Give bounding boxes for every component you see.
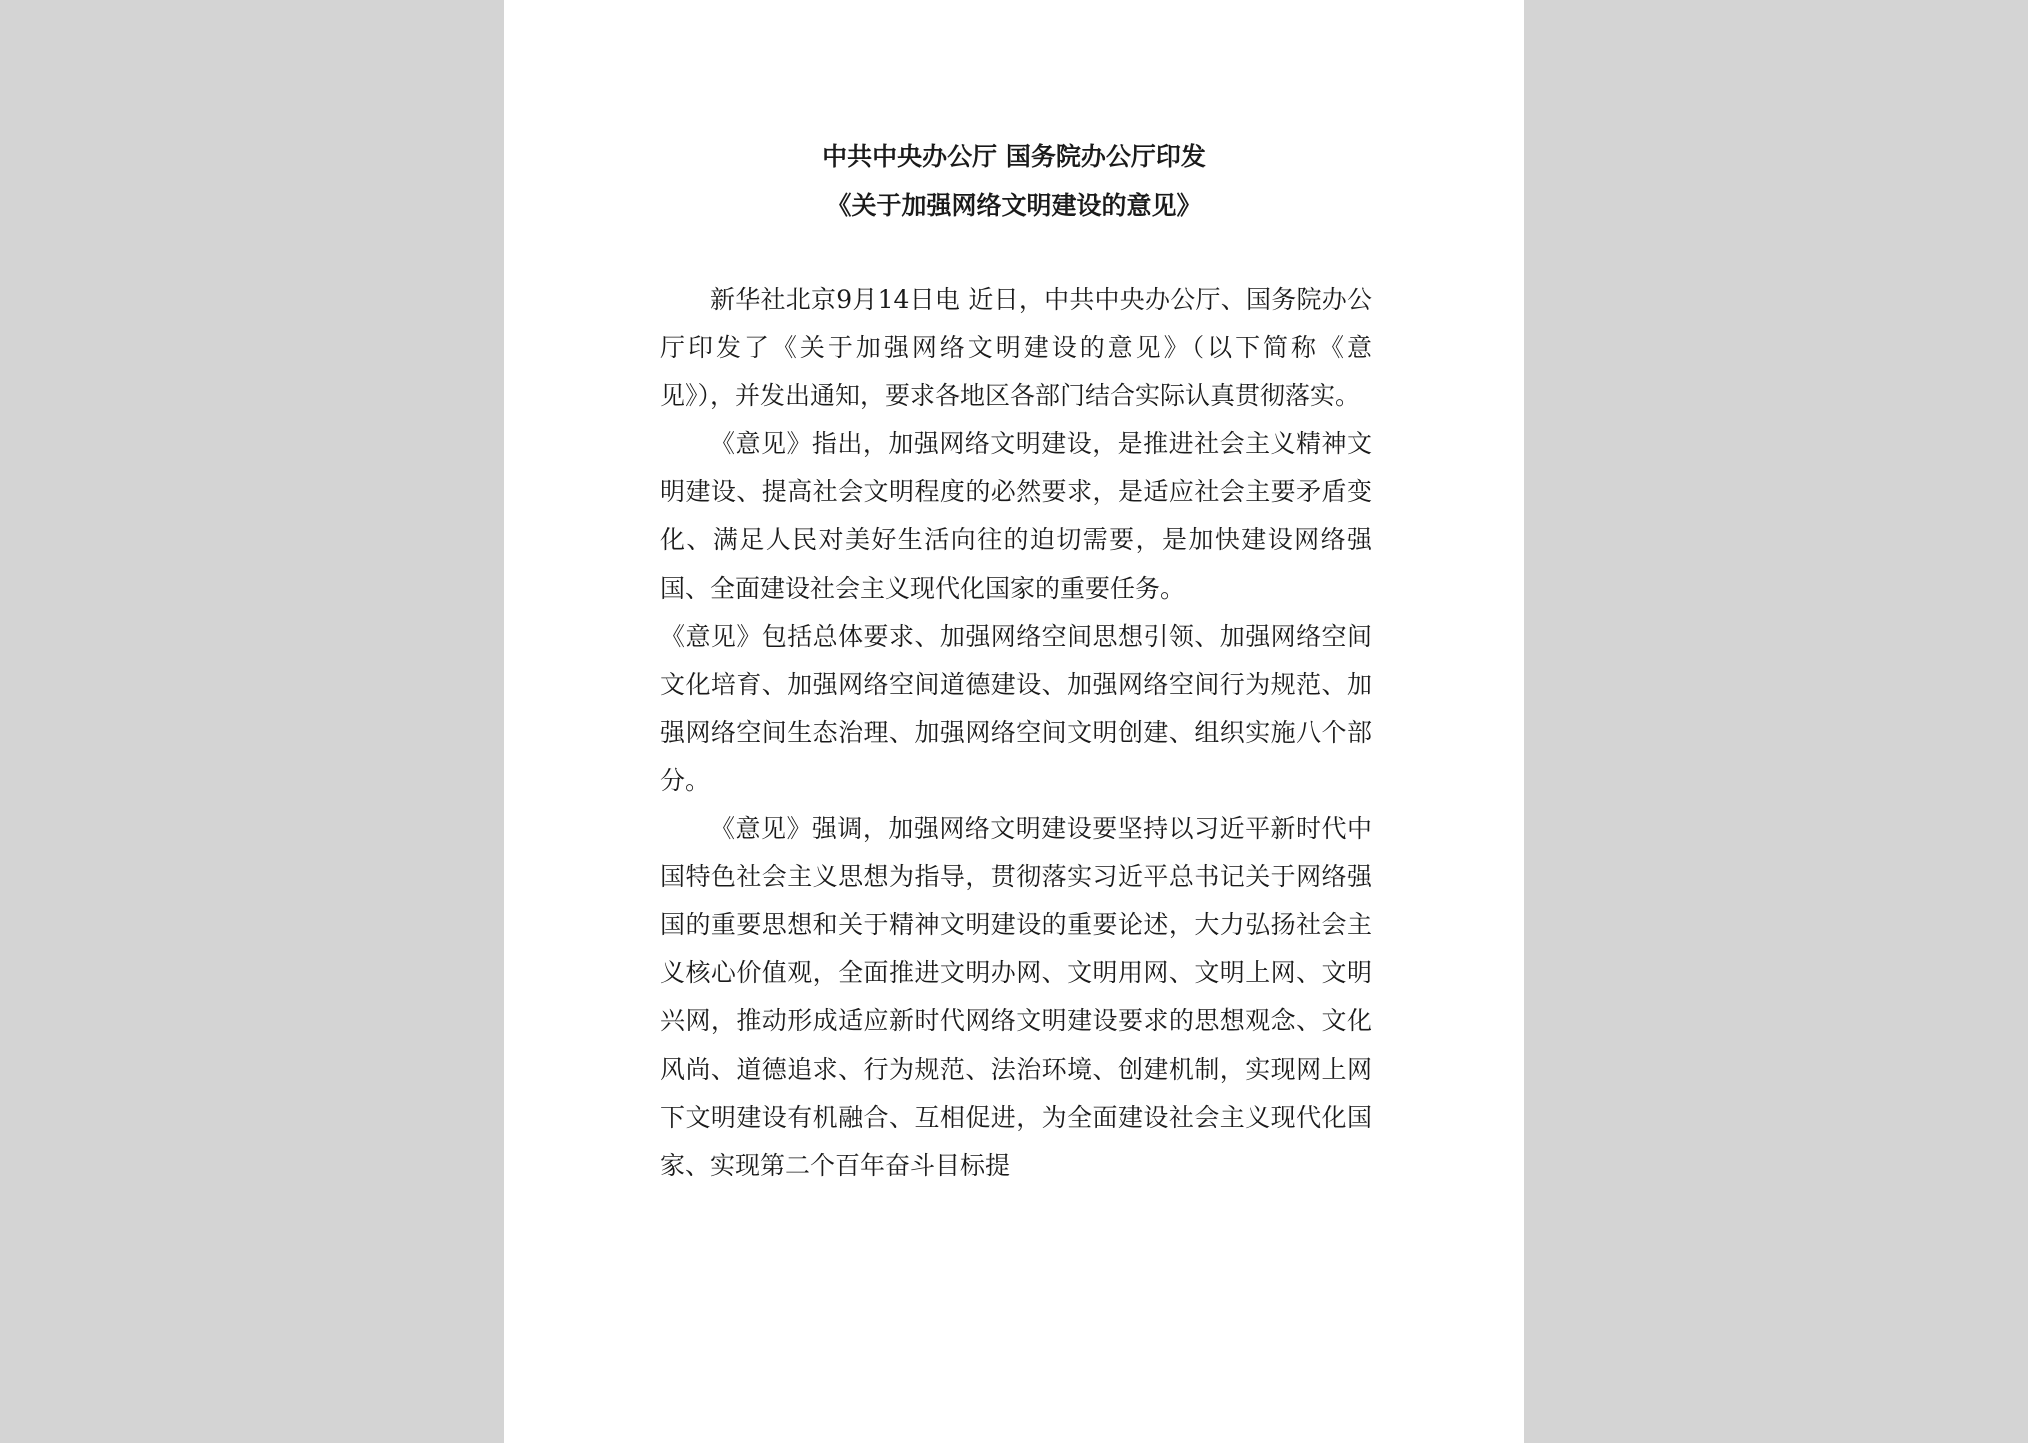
document-body <box>660 276 1372 1190</box>
paragraph-1: 新华社北京9月14日电 近日，中共中央办公厅、国务院办公厅印发了《关于加强网络文明建设的意见》（以下简称《意见》），并发出通知，要求各地区各部门结合实际认真贯彻落实。 <box>660 285 1372 411</box>
document-page <box>504 0 1524 1443</box>
document-title-line-2: 《关于加强网络文明建设的意见》 <box>826 191 1202 220</box>
document-title-line-1: 中共中央办公厅 国务院办公厅印发 <box>822 142 1206 171</box>
paragraph-3: 《意见》包括总体要求、加强网络空间思想引领、加强网络空间文化培育、加强网络空间道德建设、加强网络空间行为规范、加强网络空间生态治理、加强网络空间文明创建、组织实施八个部分。 <box>660 621 1372 795</box>
paragraph-2: 《意见》指出，加强网络文明建设，是推进社会主义精神文明建设、提高社会文明程度的必然要求，是适应社会主要矛盾变化、满足人民对美好生活向往的迫切需要，是加快建设网络强国、全面建设社会主义现代化国家的重要任务。 <box>660 429 1372 603</box>
paragraph-4: 《意见》强调，加强网络文明建设要坚持以习近平新时代中国特色社会主义思想为指导，贯彻落实习近平总书记关于网络强国的重要思想和关于精神文明建设的重要论述，大力弘扬社会主义核心价值观，全面推进文明办网、文明用网、文明上网、文明兴网，推动形成适应新时代网络文明建设要求的思想观念、文化风尚、道德追求、行为规范、法治环境、创建机制，实现网上网下文明建设有机融合、互相促进，为全面建设社会主义现代化国家、实现第二个百年奋斗目标提 <box>660 814 1372 1180</box>
